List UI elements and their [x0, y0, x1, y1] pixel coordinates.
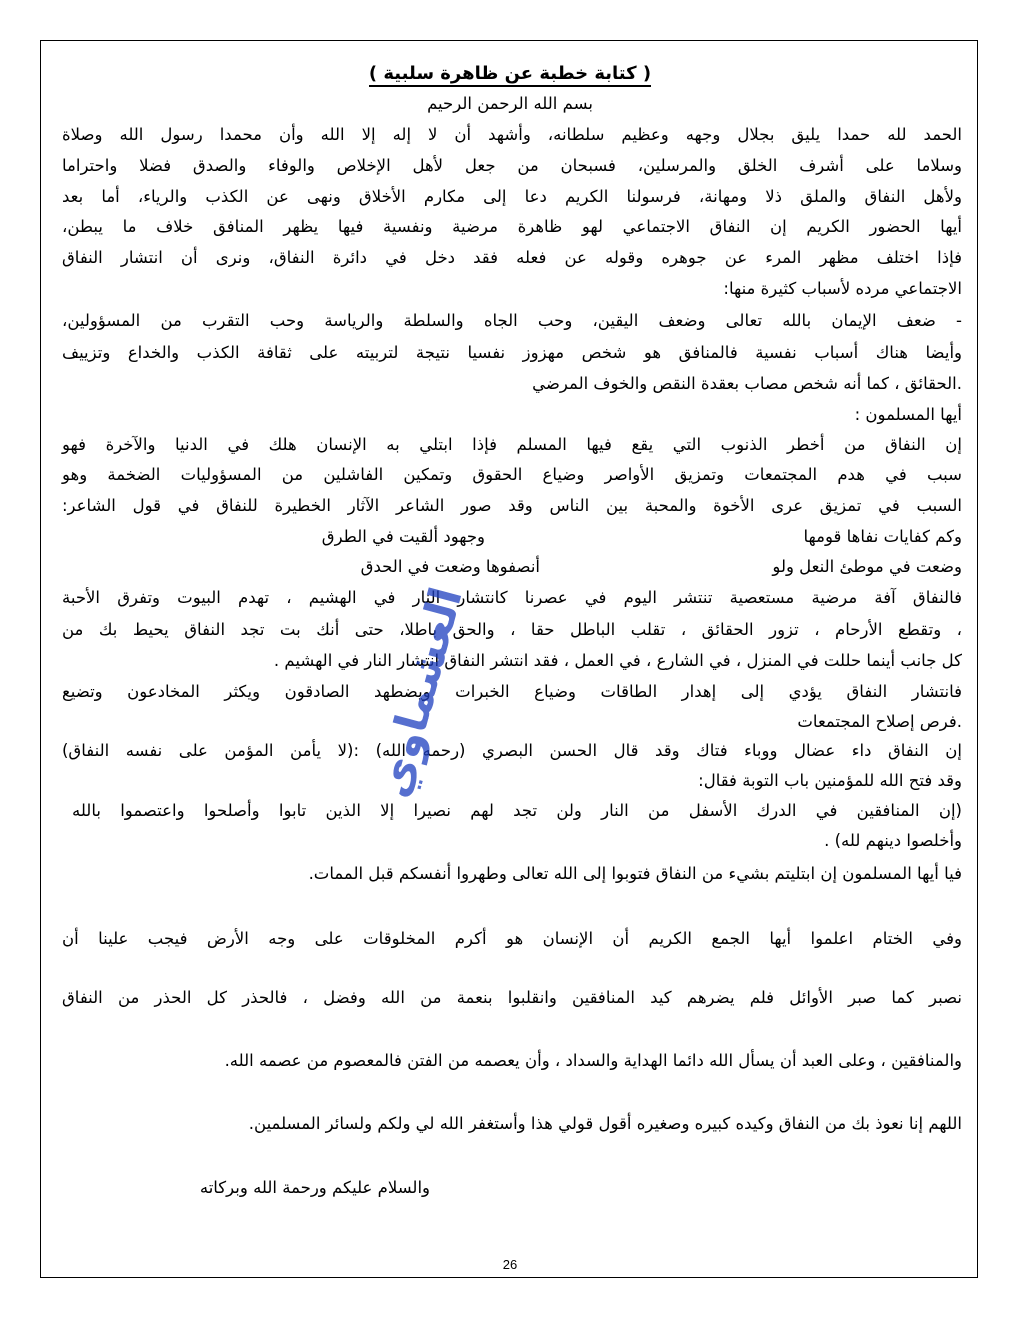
page-number: 26 — [502, 1257, 518, 1272]
body-line: أيها الحضور الكريم إن النفاق الاجتماعي لهو ظاهرة مرضية ونفسية فيها يظهر المنافق خلاف ما يبطن، — [62, 217, 962, 236]
page-title: ( كتابة خطبة عن ظاهرة سلبية ) — [0, 62, 1020, 86]
body-line: الحمد لله حمدا يليق بجلال وجهه وعظيم سلطانه، وأشهد أن لا إله إلا الله وأن محمدا رسول الله وصلاة — [62, 125, 962, 144]
body-line: وسلاما على أشرف الخلق والمرسلين، فسبحان من جعل لأهل الإخلاص والوفاء والصدق فضلا واحتراما — [62, 156, 962, 175]
body-line: فإذا اختلف مظهر المرء عن جوهره وقوله عن فعله فقد دخل في دائرة النفاق، ونرى أن انتشار النفاق — [62, 248, 962, 267]
poem-verse-2b: أنصفوها وضعت في الحدق — [360, 557, 540, 576]
body-line: وأيضا هناك أسباب نفسية فالمنافق هو شخص مهزوز نفسيا نتيجة لتربيته على ثقافة الكذب والخداع وتزييف — [62, 343, 962, 362]
closing-line: والمنافقين ، وعلى العبد أن يسأل الله دائما الهداية والسداد ، وأن يعصمه من الفتن فالمعصوم من عصمه الله. — [224, 1051, 962, 1070]
quran-verse: وأخلصوا دينهم لله) . — [824, 831, 962, 850]
watermark: العشماوي — [367, 582, 473, 803]
body-line: .الحقائق ، كما أنه شخص مصاب بعقدة النقص والخوف المرضي — [532, 374, 962, 393]
body-line: .فرص إصلاح المجتمعات — [797, 712, 962, 731]
body-line: الاجتماعي مرده لأسباب كثيرة منها: — [723, 279, 962, 298]
body-line: ، وتقطع الأرحام ، تزور الحقائق ، تقلب الباطل حقا ، والحق باطلا، حتى أنك بت تجد النفاق يحيط بك من — [62, 620, 962, 639]
poem-verse-1a: وكم كفايات نفاها قومها — [803, 527, 962, 546]
body-line: وقد فتح الله للمؤمنين باب التوبة فقال: — [698, 771, 962, 790]
closing-line: وفي الختام اعلموا أيها الجمع الكريم أن الإنسان هو أكرم المخلوقات على وجه الأرض فيجب علينا أن — [62, 929, 962, 948]
body-line: إن النفاق داء عضال ووباء فتاك وقد قال الحسن البصري (رحمه الله) :(لا يأمن المؤمن على نفسه النفاق) — [62, 741, 962, 760]
basmala: بسم الله الرحمن الرحيم — [427, 94, 593, 113]
body-line: سبب في هدم المجتمعات وتمزيق الأواصر وضياع الحقوق وتمكين الفاشلين من المسؤوليات الضخمة وهو — [62, 465, 962, 484]
body-line: السبب في تمزيق عرى الأخوة والمحبة بين الناس وقد صور الشاعر الآثار الخطيرة للنفاق في قول الشاعر: — [62, 496, 962, 515]
body-line: فالنفاق آفة مرضية مستعصية تنتشر اليوم في عصرنا كانتشار النار في الهشيم ، تهدم البيوت وتفرق الأحبة — [62, 588, 962, 607]
body-line: فانتشار النفاق يؤدي إلى إهدار الطاقات وضياع الخبرات ويضطهد الصادقون ويكثر المخادعون وتضيع — [62, 682, 962, 701]
body-line: إن النفاق من أخطر الذنوب التي يقع فيها المسلم فإذا ابتلي به الإنسان هلك في الدنيا والآخرة فهو — [62, 435, 962, 454]
body-line: فيا أيها المسلمون إن ابتليتم بشيء من النفاق فتوبوا إلى الله تعالى وطهروا أنفسكم قبل الممات. — [308, 864, 962, 883]
signoff: والسلام عليكم ورحمة الله وبركاته — [199, 1178, 430, 1197]
body-line: ولأهل النفاق والملق ذلا ومهانة، فرسولنا الكريم دعا إلى مكارم الأخلاق ونهى عن الكذب والرياء، أما بعد — [62, 187, 962, 206]
body-line: - ضعف الإيمان بالله تعالى وضعف اليقين، وحب الجاه والسلطة والرياسة وحب التقرب من المسؤولين، — [62, 311, 962, 330]
quran-verse: (إن المنافقين في الدرك الأسفل من النار ولن تجد لهم نصيرا إلا الذين تابوا وأصلحوا واعتصموا بالله — [72, 801, 962, 820]
closing-line: اللهم إنا نعوذ بك من النفاق وكيده كبيره وصغيره أقول قولي هذا وأستغفر الله لي ولكم ولسائر المسلمين. — [248, 1114, 962, 1133]
closing-line: نصبر كما صبر الأوائل فلم يضرهم كيد المنافقين وانقلبوا بنعمة من الله وفضل ، فالحذر كل الحذر من النفاق — [62, 988, 962, 1007]
body-line: كل جانب أينما حللت في المنزل ، في الشارع ، في العمل ، فقد انتشر النفاق انتشار النار في الهشيم . — [273, 651, 962, 670]
poem-verse-1b: وجهود ألقيت في الطرق — [321, 527, 485, 546]
poem-verse-2a: وضعت في موطئ النعل ولو — [772, 557, 962, 576]
section-heading: أيها المسلمون : — [854, 405, 962, 424]
